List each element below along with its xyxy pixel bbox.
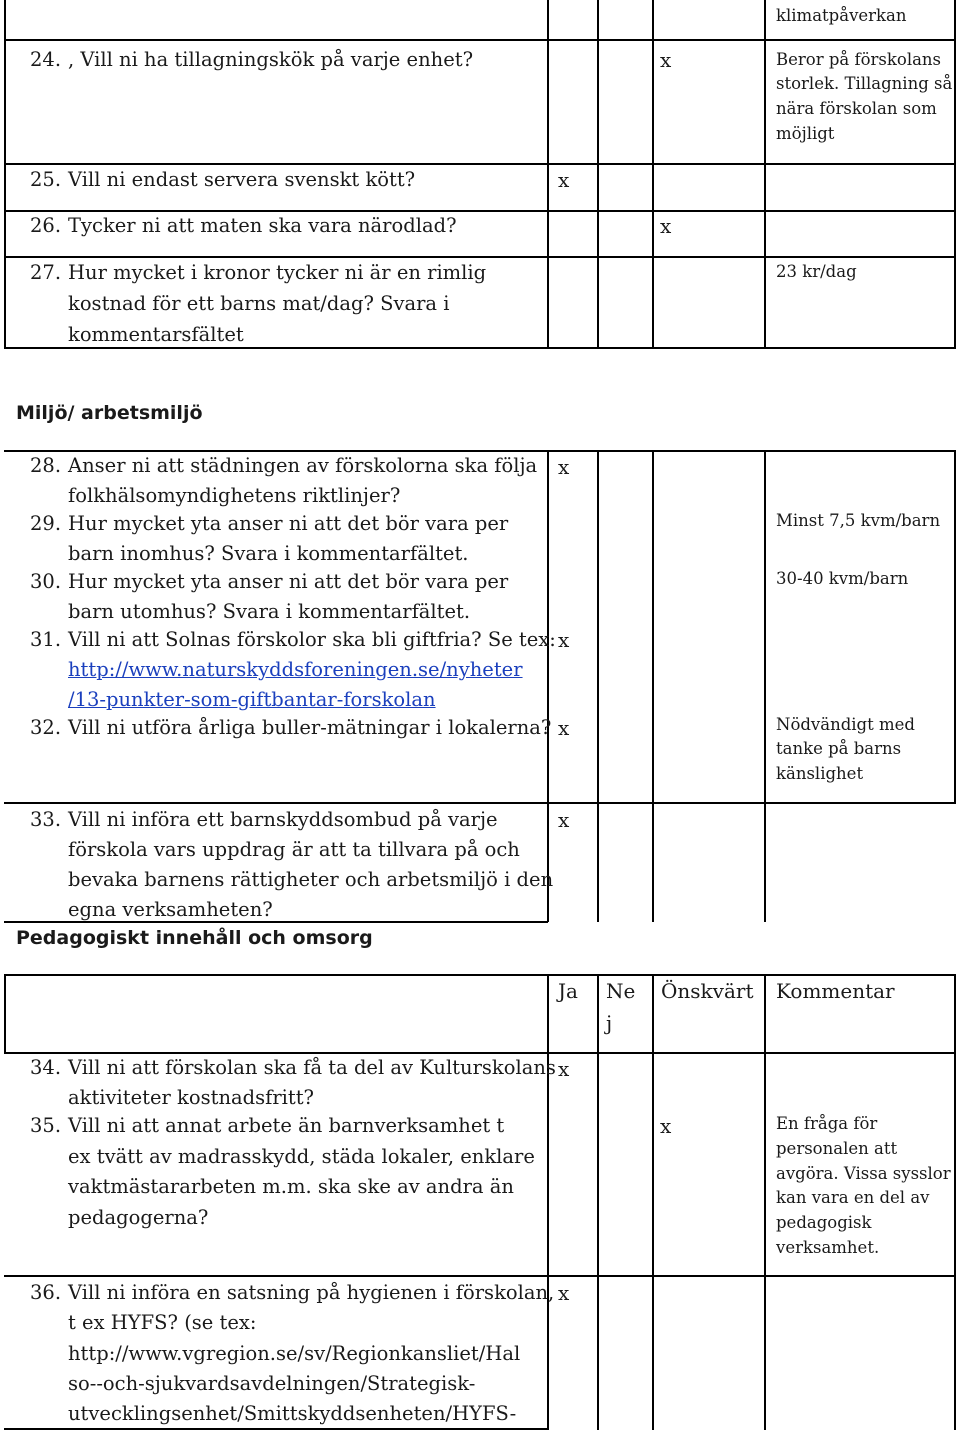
question-text: Vill ni att Solnas förskolor ska bli giftfria? Se tex: [68, 628, 556, 651]
table-rule [4, 802, 956, 804]
header-onskvart: Önskvärt [661, 979, 754, 1003]
comment-cell: tanke på barns [776, 739, 902, 758]
question-number: 30. [30, 570, 62, 593]
comment-cell: avgöra. Vissa sysslor [776, 1164, 951, 1183]
ja-mark: x [558, 1057, 570, 1081]
ja-mark: x [558, 1281, 570, 1305]
table-rule [597, 450, 599, 922]
question-text-line: folkhälsomyndighetens riktlinjer? [68, 484, 401, 507]
comment-cell: personalen att [776, 1139, 898, 1158]
comment-cell: Nödvändigt med [776, 715, 915, 734]
header-nej-cont: j [606, 1011, 613, 1035]
ja-mark: x [558, 168, 570, 192]
question-text-line: förskola vars uppdrag är att ta tillvara på och [68, 838, 520, 861]
question-text-line: t ex HYFS? (se tex: [68, 1311, 257, 1334]
table-rule [954, 974, 956, 1430]
question-text-line: kostnad för ett barns mat/dag? Svara i [68, 292, 450, 315]
table-rule [652, 0, 654, 349]
link-line [68, 655, 523, 686]
table-rule [652, 974, 654, 1430]
table-rule [547, 450, 549, 922]
table-rule [954, 450, 956, 802]
question-text-line: http://www.vgregion.se/sv/Regionkansliet/Hal [68, 1342, 521, 1365]
question-text: Vill ni att annat arbete än barnverksamhet t [68, 1114, 505, 1137]
header-nej: Ne [606, 979, 636, 1003]
comment-cell: känslighet [776, 764, 864, 783]
comment-cell: storlek. Tillagning så [776, 74, 953, 93]
question-text: Hur mycket yta anser ni att det bör vara per [68, 512, 509, 535]
ja-mark: x [558, 808, 570, 832]
table-rule [764, 450, 766, 922]
section-heading-miljo: Miljö/ arbetsmiljö [16, 402, 203, 424]
nej-mark: x [660, 48, 672, 72]
table-rule [764, 0, 766, 349]
question-text-line: pedagogerna? [68, 1206, 209, 1229]
nej-mark: x [660, 1114, 672, 1138]
question-text-line: kommentarsfältet [68, 323, 244, 346]
table-rule [4, 0, 6, 349]
section-heading-pedagogik: Pedagogiskt innehåll och omsorg [16, 927, 373, 949]
table-rule [547, 0, 549, 349]
naturskydd-link[interactable]: http://www.naturskyddsforeningen.se/nyheter [68, 658, 523, 681]
ja-mark: x [558, 455, 570, 479]
comment-cell: pedagogisk [776, 1213, 872, 1232]
question-text: Vill ni införa ett barnskyddsombud på varje [68, 808, 498, 831]
header-kommentar: Kommentar [776, 979, 895, 1003]
question-text: Hur mycket yta anser ni att det bör vara per [68, 570, 509, 593]
question-text: Anser ni att städningen av förskolorna ska följa [68, 454, 538, 477]
comment-cell: verksamhet. [776, 1238, 880, 1257]
question-number: 25. [30, 168, 62, 191]
question-text-line: barn inomhus? Svara i kommentarfältet. [68, 542, 469, 565]
table-rule [764, 974, 766, 1430]
question-number: 35. [30, 1114, 62, 1137]
question-text-line: so--och-sjukvardsavdelningen/Strategisk- [68, 1372, 476, 1395]
table-rule [4, 1275, 956, 1277]
question-number: 32. [30, 716, 62, 739]
table-rule [4, 974, 6, 1054]
question-text: Tycker ni att maten ska vara närodlad? [68, 214, 457, 237]
question-number: 36. [30, 1281, 62, 1304]
ja-mark: x [558, 628, 570, 652]
comment-cell: En fråga för [776, 1114, 878, 1133]
table-rule [547, 974, 549, 1430]
question-text-line: utvecklingsenhet/Smittskyddsenheten/HYFS- [68, 1402, 517, 1425]
question-number: 26. [30, 214, 62, 237]
question-text-line: vaktmästararbeten m.m. ska ske av andra än [68, 1175, 514, 1198]
ja-mark: x [558, 716, 570, 740]
question-text: Vill ni endast servera svenskt kött? [68, 168, 416, 191]
question-text: Vill ni införa en satsning på hygienen i förskolan, [68, 1281, 555, 1304]
question-text-line: barn utomhus? Svara i kommentarfältet. [68, 600, 471, 623]
comment-cell: Minst 7,5 kvm/barn [776, 511, 941, 530]
comment-cell: Beror på förskolans [776, 50, 942, 69]
question-number: 24. [30, 48, 62, 71]
question-text-line: egna verksamheten? [68, 898, 273, 921]
question-text-line: aktiviteter kostnadsfritt? [68, 1086, 315, 1109]
question-number: 28. [30, 454, 62, 477]
link-line [68, 685, 436, 716]
header-ja: Ja [558, 979, 578, 1003]
question-number: 34. [30, 1056, 62, 1079]
comment-cell: möjligt [776, 124, 835, 143]
table-rule [652, 450, 654, 922]
table-rule [4, 39, 956, 41]
question-text: , Vill ni ha tillagningskök på varje enhet? [68, 48, 474, 71]
naturskydd-link-cont[interactable]: /13-punkter-som-giftbantar-forskolan [68, 688, 436, 711]
comment-cell: 30-40 kvm/barn [776, 569, 909, 588]
nej-mark: x [660, 214, 672, 238]
question-text: Vill ni utföra årliga buller-mätningar i lokalerna? [68, 716, 552, 739]
question-text: Vill ni att förskolan ska få ta del av Kulturskolans [68, 1056, 556, 1079]
question-text-line: bevaka barnens rättigheter och arbetsmiljö i den [68, 868, 554, 891]
question-number: 29. [30, 512, 62, 535]
table-rule [597, 0, 599, 349]
table-rule [597, 974, 599, 1430]
table-rule [954, 0, 956, 349]
question-text-line: ex tvätt av madrasskydd, städa lokaler, enklare [68, 1145, 535, 1168]
comment-cell: 23 kr/dag [776, 262, 857, 281]
question-number: 33. [30, 808, 62, 831]
question-number: 31. [30, 628, 62, 651]
question-text: Hur mycket i kronor tycker ni är en rimlig [68, 261, 487, 284]
comment-cell: klimatpåverkan [776, 6, 907, 25]
comment-cell: kan vara en del av [776, 1188, 930, 1207]
comment-cell: nära förskolan som [776, 99, 937, 118]
question-number: 27. [30, 261, 62, 284]
